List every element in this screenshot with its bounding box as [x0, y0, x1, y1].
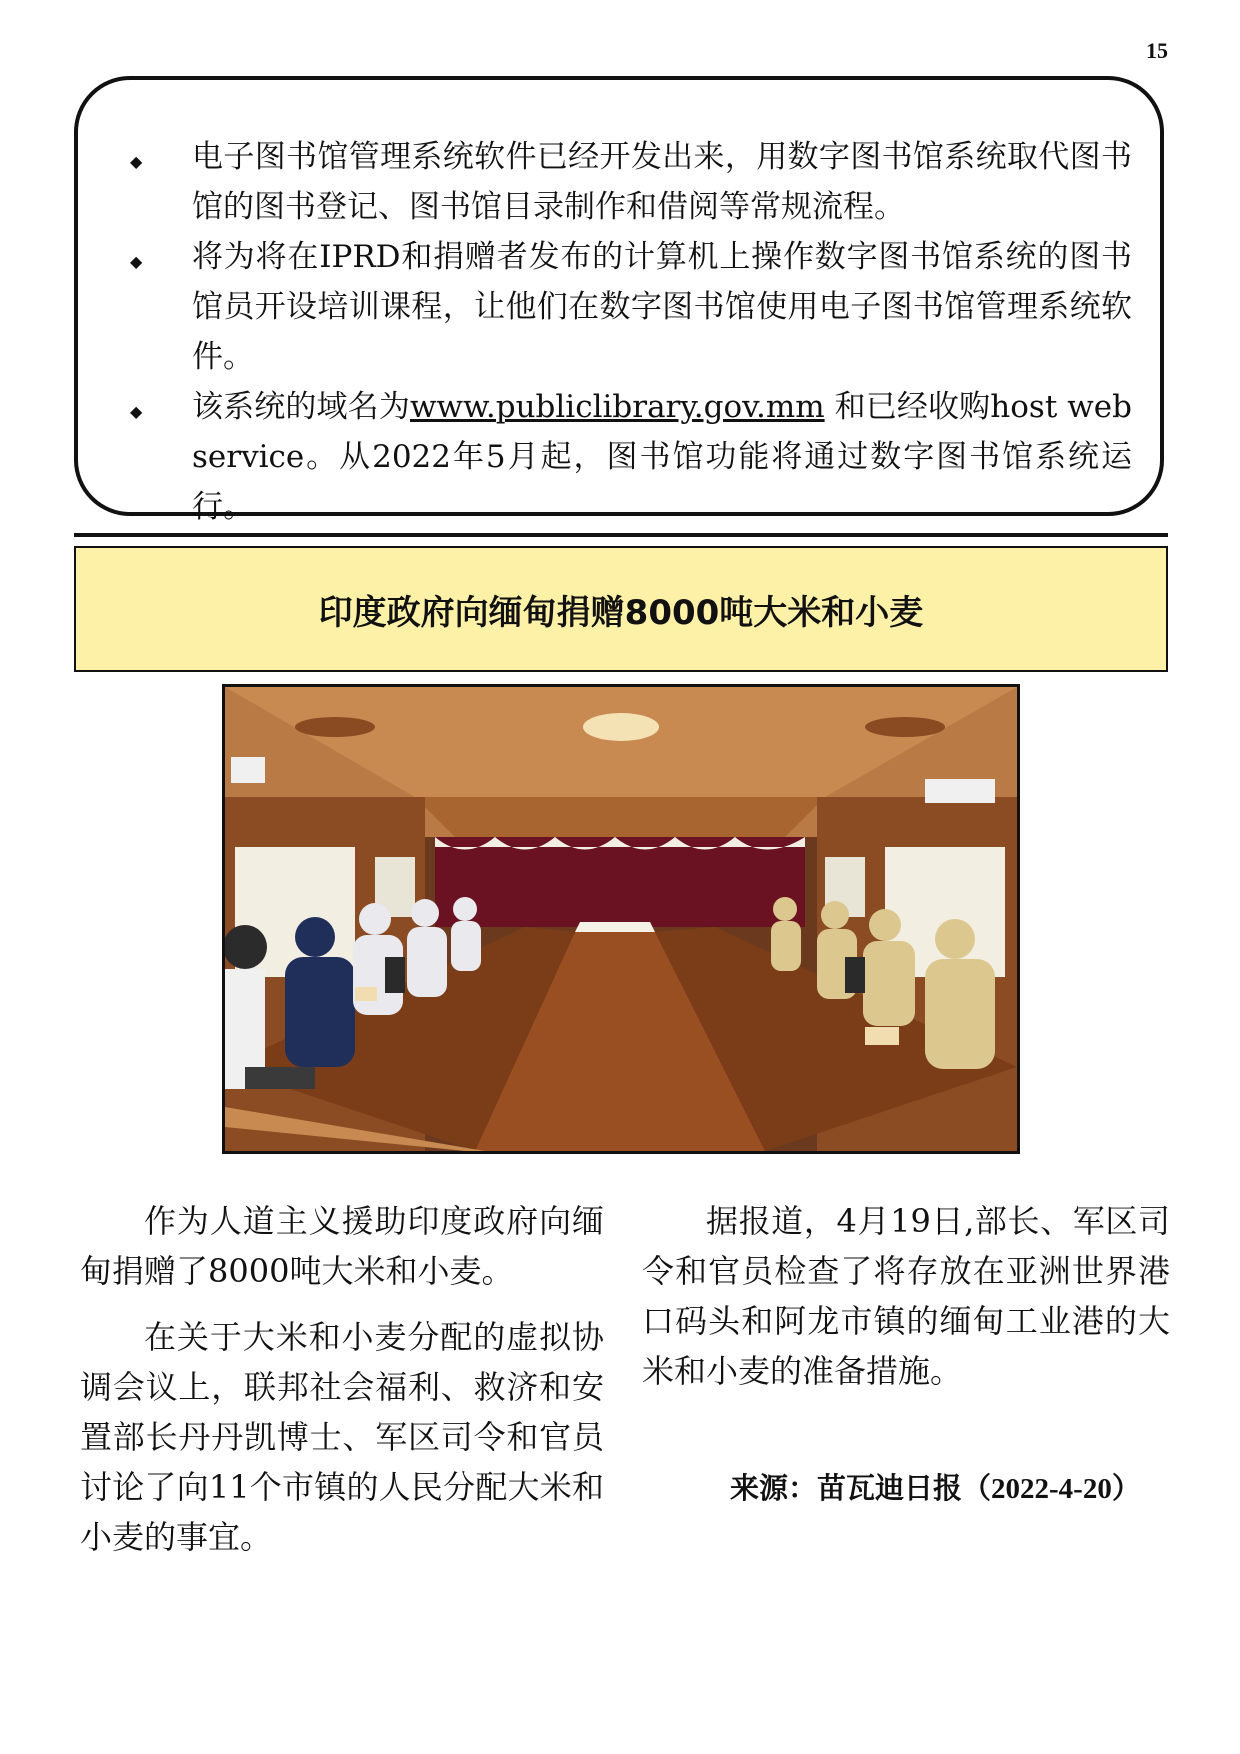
diamond-bullet-icon: ◆	[130, 152, 143, 171]
article-title: 印度政府向缅甸捐赠8000吨大米和小麦	[318, 592, 924, 633]
diamond-bullet-icon: ◆	[130, 402, 143, 421]
bullet-text: 电子图书馆管理系统软件已经开发出来，用数字图书馆系统取代图书馆的图书登记、图书馆目录制作和借阅等常规流程。	[192, 139, 1132, 225]
bullet-item	[104, 382, 1132, 532]
article-left-column	[80, 1196, 604, 1578]
article-paragraph: 据报道，4月19日,部长、军区司令和官员检查了将存放在亚洲世界港口码头和阿龙市镇的缅甸工业港的大米和小麦的准备措施。	[642, 1202, 1170, 1390]
article-title-banner	[74, 546, 1168, 672]
article-source: 来源：苗瓦迪日报（2022-4-20）	[730, 1473, 1141, 1505]
bullet-text: 该系统的域名为	[192, 389, 410, 425]
diamond-bullet-icon: ◆	[130, 252, 143, 271]
article-paragraph: 作为人道主义援助印度政府向缅甸捐赠了8000吨大米和小麦。	[80, 1202, 604, 1290]
bullet-box	[74, 76, 1164, 525]
article-paragraph: 在关于大米和小麦分配的虚拟协调会议上，联邦社会福利、救济和安置部长丹丹凯博士、军区司令和官员讨论了向11个市镇的人民分配大米和小麦的事宜。	[80, 1318, 604, 1556]
bullet-item	[104, 232, 1132, 382]
page-number: 15	[1146, 38, 1168, 63]
meeting-room-photo	[222, 684, 1020, 1154]
bullet-item	[104, 132, 1132, 232]
meeting-photo-illustration	[225, 687, 1017, 1151]
domain-link[interactable]: www.publiclibrary.gov.mm	[409, 389, 825, 425]
bullet-text: 将为将在IPRD和捐赠者发布的计算机上操作数字图书馆系统的图书馆员开设培训课程，让他们在数字图书馆使用电子图书馆管理系统软件。	[192, 239, 1132, 375]
bullet-text: 和已经收购host web service。从2022年5月起，图书馆功能将通过数字图书馆系统运行。	[192, 389, 1132, 525]
section-divider	[74, 533, 1168, 537]
article-right-column	[642, 1196, 1170, 1412]
